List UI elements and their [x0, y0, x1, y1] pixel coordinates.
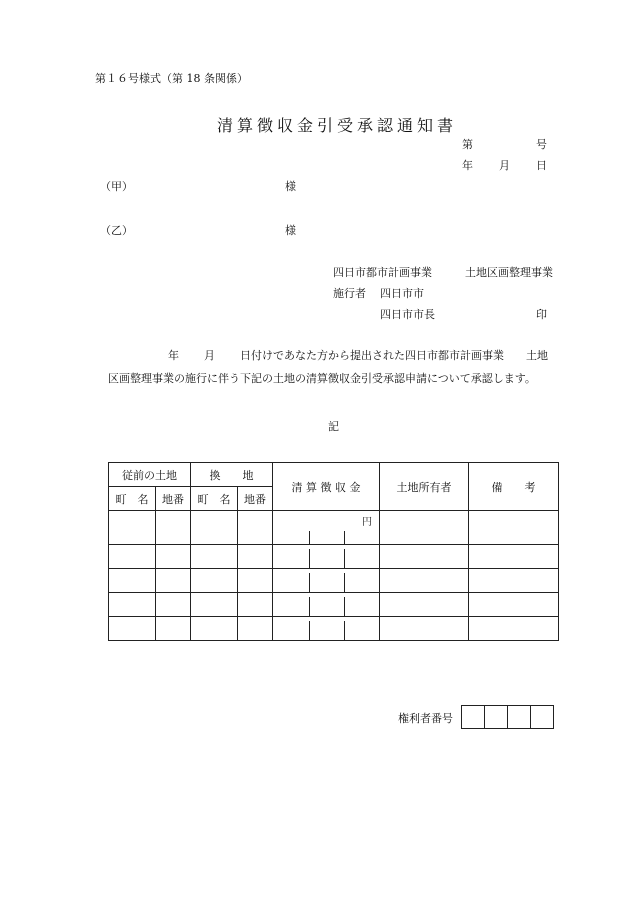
digit-separator: [309, 549, 310, 568]
ki-mark: 記: [328, 420, 339, 433]
cell-replot-chiban: [238, 545, 273, 569]
body-line1: 日付けであなた方から提出された四日市都市計画事業 土地: [240, 349, 548, 362]
cell-replot-cho: [191, 617, 238, 641]
table-row: [109, 545, 559, 569]
cell-settlement: [273, 569, 380, 593]
cell-owner: [380, 511, 469, 545]
land-table: [108, 462, 559, 641]
cell-prev-cho: [109, 545, 156, 569]
table-row: [109, 617, 559, 641]
cell-owner: [380, 593, 469, 617]
rights-holder-digit-box: [531, 706, 554, 729]
cell-prev-cho: [109, 617, 156, 641]
cell-prev-cho: [109, 593, 156, 617]
rights-holder-digit-box: [485, 706, 508, 729]
cell-replot-cho: [191, 511, 238, 545]
table-row: [109, 593, 559, 617]
header-prev-chiban: 地番: [156, 487, 191, 511]
recipient-a-honorific: 様: [285, 180, 296, 193]
header-replot-cho: 町 名: [191, 487, 238, 511]
table-row: [109, 569, 559, 593]
doc-number-suffix: 号: [536, 138, 547, 151]
body-month: 月: [204, 349, 215, 362]
issuer-executor: 四日市市: [380, 287, 424, 300]
date-month: 月: [499, 159, 510, 172]
header-remarks: 備 考: [469, 463, 559, 511]
date-day: 日: [536, 159, 547, 172]
rights-holder-label: 権利者番号: [398, 712, 453, 725]
cell-replot-chiban: [238, 593, 273, 617]
header-prev-land: 従前の土地: [109, 463, 191, 487]
cell-owner: [380, 545, 469, 569]
cell-prev-cho: [109, 569, 156, 593]
recipient-a-label: （甲）: [100, 180, 133, 193]
cell-prev-chiban: [156, 593, 191, 617]
doc-number-prefix: 第: [462, 138, 473, 151]
header-replot-chiban: 地番: [238, 487, 273, 511]
cell-settlement: [273, 511, 380, 545]
cell-prev-chiban: [156, 569, 191, 593]
header-prev-cho: 町 名: [109, 487, 156, 511]
digit-separator: [309, 621, 310, 640]
cell-prev-chiban: [156, 617, 191, 641]
cell-replot-cho: [191, 569, 238, 593]
header-settlement: 清 算 徴 収 金: [273, 463, 380, 511]
cell-replot-chiban: [238, 511, 273, 545]
header-replot: 換 地: [191, 463, 273, 487]
cell-settlement: [273, 545, 380, 569]
document-title: 清算徴収金引受承認通知書: [217, 116, 458, 135]
cell-remarks: [469, 569, 559, 593]
rights-holder-number-boxes: [461, 705, 554, 729]
digit-separator: [344, 531, 345, 544]
cell-settlement: [273, 617, 380, 641]
recipient-b-honorific: 様: [285, 224, 296, 237]
yen-unit: 円: [362, 517, 372, 528]
table-row: [109, 511, 559, 545]
rights-holder-digit-box: [508, 706, 531, 729]
cell-replot-cho: [191, 593, 238, 617]
cell-remarks: [469, 593, 559, 617]
cell-prev-chiban: [156, 511, 191, 545]
cell-owner: [380, 569, 469, 593]
recipient-b-label: （乙）: [100, 224, 133, 237]
date-year: 年: [462, 159, 473, 172]
cell-remarks: [469, 617, 559, 641]
digit-separator: [344, 573, 345, 592]
cell-remarks: [469, 511, 559, 545]
header-owner: 土地所有者: [380, 463, 469, 511]
cell-replot-chiban: [238, 617, 273, 641]
cell-replot-cho: [191, 545, 238, 569]
digit-separator: [309, 597, 310, 616]
digit-separator: [309, 573, 310, 592]
issuer-project: 四日市都市計画事業: [333, 266, 432, 279]
issuer-mayor: 四日市市長: [380, 308, 435, 321]
digit-separator: [344, 549, 345, 568]
digit-separator: [344, 597, 345, 616]
issuer-executor-label: 施行者: [333, 287, 366, 300]
cell-settlement: [273, 593, 380, 617]
cell-remarks: [469, 545, 559, 569]
issuer-project-type: 土地区画整理事業: [465, 266, 553, 279]
cell-replot-chiban: [238, 569, 273, 593]
body-year: 年: [168, 349, 179, 362]
body-line2: 区画整理事業の施行に伴う下記の土地の清算徴収金引受承認申請について承認します。: [108, 372, 536, 385]
digit-separator: [344, 621, 345, 640]
digit-separator: [309, 531, 310, 544]
cell-prev-cho: [109, 511, 156, 545]
rights-holder-digit-box: [462, 706, 485, 729]
seal-mark: 印: [536, 308, 547, 321]
cell-owner: [380, 617, 469, 641]
form-number: 第１６号様式（第 18 条関係）: [95, 72, 248, 85]
cell-prev-chiban: [156, 545, 191, 569]
